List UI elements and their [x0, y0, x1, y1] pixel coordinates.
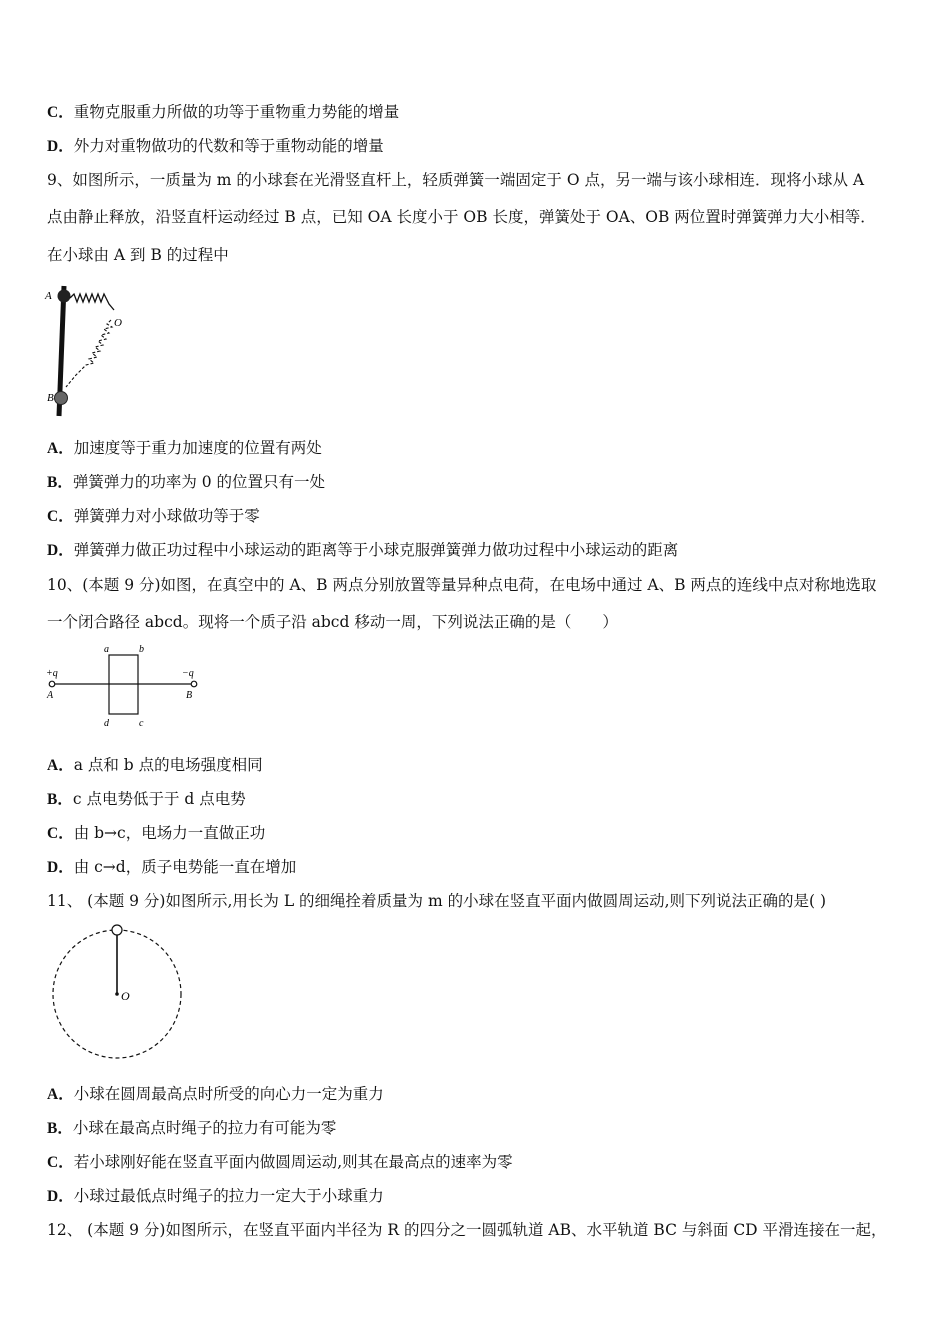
option-key: D． — [47, 138, 74, 155]
option-key: B． — [47, 474, 73, 491]
option-text: 重物克服重力所做的功等于重物重力势能的增量 — [73, 103, 400, 121]
q9-stem-line-2: 点由静止释放，沿竖直杆运动经过 B 点，已知 OA 长度小于 OB 长度，弹簧处于 OA、OB 两位置时弹簧弹力大小相等． — [47, 208, 876, 226]
option-key: C． — [47, 508, 74, 525]
q8-option-c — [47, 101, 912, 124]
q8-option-d — [47, 135, 912, 158]
q11-option-a — [47, 1083, 912, 1106]
option-key: C． — [47, 825, 74, 842]
q11-option-c — [47, 1151, 912, 1174]
label-minus-q: −q — [182, 668, 194, 679]
option-text: 小球在最高点时绳子的拉力有可能为零 — [72, 1119, 337, 1137]
label-o: O — [114, 317, 122, 329]
center-point — [115, 992, 119, 996]
ball-top — [112, 925, 122, 935]
option-key: D． — [47, 859, 74, 876]
q10-option-a — [47, 754, 912, 777]
option-text: 弹簧弹力对小球做功等于零 — [73, 507, 260, 525]
option-key: A． — [47, 757, 74, 774]
option-key: B． — [47, 1120, 73, 1137]
charge-b — [191, 681, 197, 687]
option-text: 由 c→d，质子电势能一直在增加 — [73, 858, 297, 876]
label-a: a — [104, 644, 109, 655]
q9-stem-line-3: 在小球由 A 到 B 的过程中 — [47, 246, 229, 264]
option-text: c 点电势低于于 d 点电势 — [72, 790, 246, 808]
option-key: B． — [47, 791, 73, 808]
label-b: B — [47, 392, 54, 404]
label-point-a: A — [47, 690, 54, 701]
label-c: c — [139, 718, 144, 729]
option-text: a 点和 b 点的电场强度相同 — [73, 756, 263, 774]
option-key: A． — [47, 440, 74, 457]
q11-option-b — [47, 1117, 912, 1140]
option-text: 小球在圆周最高点时所受的向心力一定为重力 — [73, 1085, 384, 1103]
q9-option-a — [47, 437, 912, 460]
option-text: 加速度等于重力加速度的位置有两处 — [73, 439, 322, 457]
option-key: C． — [47, 104, 74, 121]
q9-option-c — [47, 505, 912, 528]
option-key: A． — [47, 1086, 74, 1103]
label-b: b — [139, 644, 144, 655]
q9-figure-spring-rod — [44, 282, 144, 422]
label-a: A — [45, 290, 52, 302]
label-point-b: B — [186, 690, 193, 701]
label-d: d — [104, 718, 109, 729]
label-plus-q: +q — [46, 668, 58, 679]
q10-stem-line-2: 一个闭合路径 abcd。现将一个质子沿 abcd 移动一周，下列说法正确的是（ ） — [47, 613, 618, 631]
q11-figure-circle — [48, 922, 188, 1062]
option-text: 外力对重物做功的代数和等于重物动能的增量 — [73, 137, 384, 155]
q9-stem-line-1: 9、如图所示，一质量为 m 的小球套在光滑竖直杆上，轻质弹簧一端固定于 O 点，另一端与该小球相连．现将小球从 A — [47, 171, 865, 189]
option-text: 小球过最低点时绳子的拉力一定大于小球重力 — [73, 1187, 384, 1205]
option-key: D． — [47, 1188, 74, 1205]
q9-option-d — [47, 539, 912, 562]
ball-at-b — [55, 392, 68, 405]
spring-oa — [70, 294, 114, 310]
q10-option-b — [47, 788, 912, 811]
option-key: D． — [47, 542, 74, 559]
q10-option-c — [47, 822, 912, 845]
q10-option-d — [47, 856, 912, 879]
label-o: O — [121, 989, 130, 1003]
spring-ob — [66, 320, 112, 387]
q9-option-b — [47, 471, 912, 494]
option-text: 由 b→c，电场力一直做正功 — [73, 824, 266, 842]
q10-stem-line-1: 10、(本题 9 分)如图，在真空中的 A、B 两点分别放置等量异种点电荷，在电场中通过 A、B 两点的连线中点对称地选取 — [47, 576, 877, 594]
charge-a — [49, 681, 55, 687]
ball-at-a — [58, 290, 71, 303]
option-text: 若小球刚好能在竖直平面内做圆周运动,则其在最高点的速率为零 — [73, 1153, 513, 1171]
q10-figure-charges-path — [42, 640, 212, 735]
q11-stem: 11、 (本题 9 分)如图所示,用长为 L 的细绳拴着质量为 m 的小球在竖直平面内做圆周运动,则下列说法正确的是( ) — [47, 892, 827, 910]
option-text: 弹簧弹力做正功过程中小球运动的距离等于小球克服弹簧弹力做功过程中小球运动的距离 — [73, 541, 679, 559]
q12-stem: 12、 (本题 9 分)如图所示，在竖直平面内半径为 R 的四分之一圆弧轨道 AB、水平轨道 BC 与斜面 CD 平滑连接在一起， — [47, 1221, 887, 1239]
option-key: C． — [47, 1154, 74, 1171]
q11-option-d — [47, 1185, 912, 1208]
option-text: 弹簧弹力的功率为 0 的位置只有一处 — [72, 473, 326, 491]
